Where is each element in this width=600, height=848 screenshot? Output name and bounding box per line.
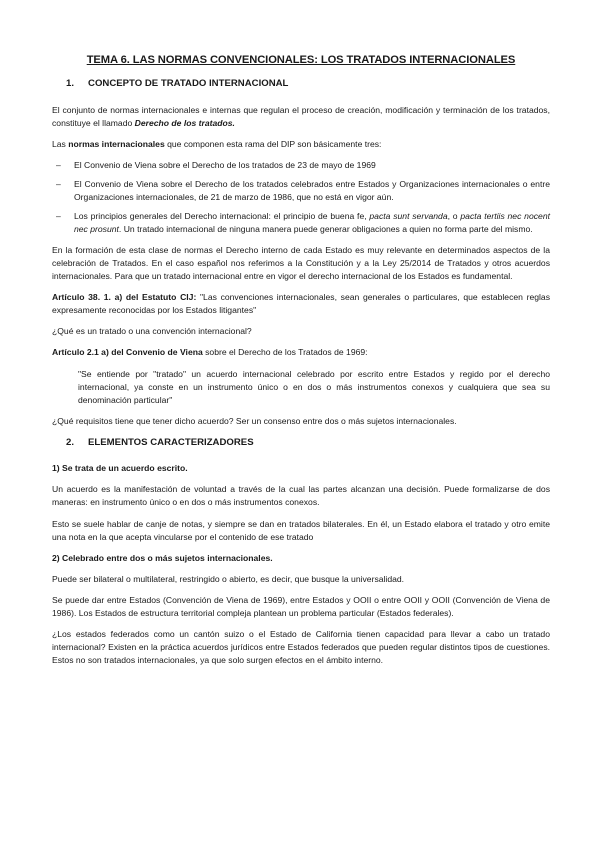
emphasis-derecho-tratados: Derecho de los tratados. bbox=[134, 117, 235, 128]
paragraph-articulo-2-1: Artículo 2.1 a) del Convenio de Viena sobre el Derecho de los Tratados de 1969: bbox=[52, 347, 368, 358]
question-que-es-tratado: ¿Qué es un tratado o una convención internacional? bbox=[52, 326, 252, 337]
paragraph-estados-ooii: Se puede dar entre Estados (Convención de Viena de 1969), entre Estados y OOII o entre OOII y OOII (Convención de Viena de 1986). Los Estados de estructura territorial compleja plantean un problema particular (Estados federales). bbox=[52, 594, 550, 618]
page-title: TEMA 6. LAS NORMAS CONVENCIONALES: LOS TRATADOS INTERNACIONALES bbox=[86, 54, 516, 66]
dash-bullet-icon: – bbox=[56, 178, 61, 189]
bold-articulo-2-1: Artículo 2.1 a) del Convenio de Viena bbox=[52, 347, 203, 358]
element-2-heading: 2) Celebrado entre dos o más sujetos internacionales. bbox=[52, 552, 273, 563]
norms-list bbox=[52, 159, 550, 236]
list-item: – Los principios generales del Derecho internacional: el principio de buena fe, pacta sunt servanda, o pacta tertiis nec nocent nec prosunt. Un tratado internacional de ninguna manera puede generar obligaciones a quien no forma parte del mismo. bbox=[52, 210, 550, 236]
quote-definicion-tratado: "Se entiende por "tratado" un acuerdo internacional celebrado por escrito entre Estados y regido por el derecho internacional, ya conste en un instrumento único o en dos o más instrumentos conexos y cualquiera que sea su denominación particular" bbox=[78, 368, 550, 405]
paragraph-normas: Las normas internacionales que componen esta rama del DIP son básicamente tres: bbox=[52, 138, 382, 149]
paragraph-acuerdo: Un acuerdo es la manifestación de voluntad a través de la cual las partes alcanzan una decisión. Puede formalizarse de dos maneras: en instrumento único o en dos o más instrumentos conexos. bbox=[52, 484, 550, 508]
section-heading-2 bbox=[66, 436, 550, 451]
bold-normas-internacionales: normas internacionales bbox=[68, 138, 165, 149]
paragraph-derecho-interno: En la formación de esta clase de normas el Derecho interno de cada Estado es muy relevante en determinados aspectos de la celebración de Tratados. En el caso español nos referimos a la Constitución y a la Ley 25/2014 de Tratados y otros acuerdos internacionales. Para que un tratado internacional entre en vigor el derecho internacional de los Estados es fundamental. bbox=[52, 245, 550, 282]
section-title: ELEMENTOS CARACTERIZADORES bbox=[88, 436, 254, 448]
list-item: – El Convenio de Viena sobre el Derecho de los tratados de 23 de mayo de 1969 bbox=[52, 159, 550, 172]
paragraph-articulo-38: Artículo 38. 1. a) del Estatuto CIJ: "Las convenciones internacionales, sean generales o particulares, que establecen reglas expresamente reconocidas por los Estados litigantes" bbox=[52, 292, 551, 316]
list-item: – El Convenio de Viena sobre el Derecho de los tratados celebrados entre Estados y Organizaciones internacionales o entre Organizaciones internacionales, de 21 de marzo de 1986, que no está en vigor aún. bbox=[52, 178, 550, 204]
dash-bullet-icon: – bbox=[56, 159, 61, 170]
paragraph-definition: El conjunto de normas internacionales e internas que regulan el proceso de creación, modificación y terminación de los tratados, constituye el llamado Derecho de los tratados. bbox=[52, 104, 550, 128]
element-1-heading: 1) Se trata de un acuerdo escrito. bbox=[52, 463, 188, 474]
question-requisitos: ¿Qué requisitos tiene que tener dicho acuerdo? Ser un consenso entre dos o más sujetos internacionales. bbox=[52, 415, 457, 426]
paragraph-estados-federados: ¿Los estados federados como un cantón suizo o el Estado de California tienen capacidad para llevar a cabo un tratado internacional? Existen en la práctica acuerdos jurídicos entre Estados federados que pueden regular distintos tipos de cuestiones. Estos no son tratados internacionales, ya que solo surgen efectos en el ámbito interno. bbox=[52, 628, 550, 666]
paragraph-bilateral: Puede ser bilateral o multilateral, restringido o abierto, es decir, que busque la universalidad. bbox=[52, 573, 405, 584]
section-number: 2. bbox=[66, 436, 75, 448]
paragraph-canje-notas: Esto se suele hablar de canje de notas, y siempre se dan en tratados bilaterales. En él, un Estado elabora el tratado y otro emite una nota en la que acepta vincularse por el contenido de ese tratado bbox=[52, 518, 550, 542]
section-title: CONCEPTO DE TRATADO INTERNACIONAL bbox=[88, 78, 289, 90]
dash-bullet-icon: – bbox=[56, 210, 61, 221]
section-number: 1. bbox=[66, 78, 75, 90]
bold-articulo-38: Artículo 38. 1. a) del Estatuto CIJ: bbox=[52, 292, 197, 303]
section-heading-1 bbox=[66, 77, 550, 92]
